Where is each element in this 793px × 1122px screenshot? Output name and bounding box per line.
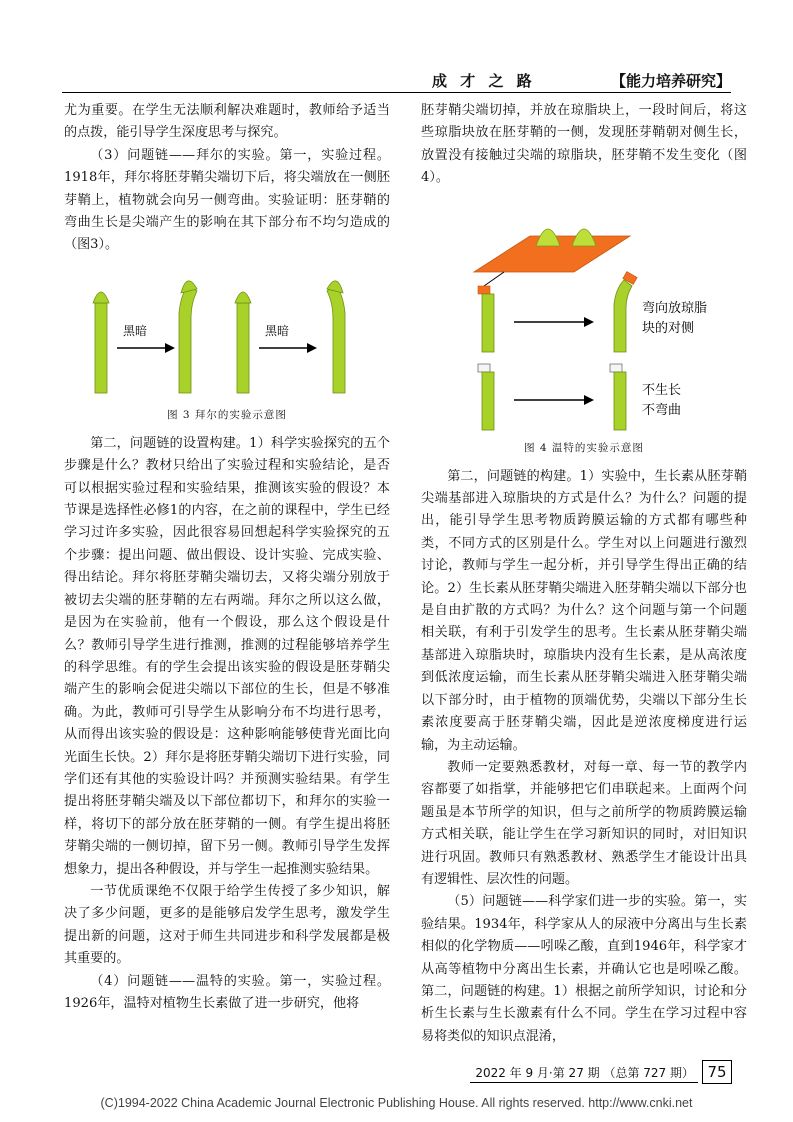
fig4-label-1b: 块的对侧 [642, 320, 695, 336]
tip-on-agar-2 [572, 229, 596, 246]
footer-rule [470, 1082, 698, 1083]
figure-4-diagram [444, 196, 724, 436]
page-header [62, 68, 731, 92]
fig4-label-2b: 不弯曲 [642, 402, 682, 418]
blank-agar-1 [478, 364, 490, 372]
fig3-label-1: 黑暗 [123, 323, 148, 338]
figure-3-diagram [77, 263, 377, 403]
paragraph: （3）问题链——拜尔的实验。第一，实验过程。1918年，拜尔将胚芽鞘尖端切下后，将尖端放在一侧胚芽鞘上，植物就会向另一侧弯曲。实验证明：胚芽鞘的弯曲生长是尖端产生的影响在其下部分布不均匀造成的（图3）。 [64, 147, 390, 253]
row2-stem-right [614, 372, 626, 430]
row1-stem-left [482, 294, 494, 352]
paragraph: 尤为重要。在学生无法顺利解决难题时，教师给予适当的点拨，能引导学生深度思考与探究。 [64, 103, 390, 141]
figure-4 [421, 196, 747, 436]
section-title: 【能力培养研究】 [610, 72, 731, 90]
paragraph: 第二，问题链的设置构建。1）科学实验探究的五个步骤是什么？教材只给出了实验过程和实验结论，是否可以根据实验过程和实验结果，推测该实验的假设？本节课是选择性必修1的内容，在之前的课程中，学生已经学习过许多实验，因此很容易回想起科学实验探究的五个步骤：提出问题、做出假设、设计实验、完成实验、得出结论。拜尔将胚芽鞘尖端切去，又将尖端分别放于被切去尖端的胚芽鞘的左右两端。拜尔之所以这么做，是因为在实验前，他有一个假设，那么这个假设是什么？教师引导学生进行推测，推测的过程能够培养学生的科学思维。有的学生会提出该实验的假设是胚芽鞘尖端产生的影响会促进尖端以下部位的生长，但是不够准确。为此，教师可引导学生从影响分布不均进行思考，从而得出该实验的假设是：这种影响能够使背光面比向光面生长快。2）拜尔是将胚芽鞘尖端切下进行实验，同学们还有其他的实验设计吗？并预测实验结果。有学生提出将胚芽鞘尖端及以下部位都切下，和拜尔的实验一样，将切下的部分放在胚芽鞘的一侧。有学生提出将胚芽鞘尖端的一侧切掉，留下另一侧。教师引导学生发挥想象力，提出各种假设，并与学生一起推测实验结果。 [64, 435, 390, 877]
stem-4 [327, 285, 345, 393]
fig4-label-1a: 弯向放琼脂 [642, 300, 708, 316]
fig3-label-2: 黑暗 [265, 323, 290, 338]
paragraph: 第二，问题链的构建。1）实验中，生长素从胚芽鞘尖端基部进入琼脂块的方式是什么？为什么？问题的提出，能引导学生思考物质跨膜运输的方式都有哪些种类，不同方式的区别是什么。学生对以上问题进行激烈讨论，教师与学生一起分析，并引导学生得出正确的结论。2）生长素从胚芽鞘尖端进入胚芽鞘尖端以下部分也是自由扩散的方式吗？为什么？这个问题与第一个问题相关联，有利于引发学生的思考。生长素从胚芽鞘尖端基部进入琼脂块时，琼脂块内没有生长素，是从高浓度到低浓度运输，而生长素从胚芽鞘尖端进入胚芽鞘尖端以下部分时，由于植物的顶端优势，尖端以下部分生长素浓度要高于胚芽鞘尖端，因此是逆浓度梯度进行运输，为主动运输。 [421, 468, 747, 753]
paragraph: 胚芽鞘尖端切掉，并放在琼脂块上，一段时间后，将这些琼脂块放在胚芽鞘的一侧，发现胚芽鞘朝对侧生长，放置没有接触过尖端的琼脂块，胚芽鞘不发生变化（图4）。 [421, 103, 747, 186]
pointer-line [484, 272, 504, 286]
header-rule [62, 92, 731, 93]
right-column [421, 100, 747, 1048]
paragraph: （5）问题链——科学家们进一步的实验。第一，实验结果。1934年，科学家从人的尿液中分离出与生长素相似的化学物质——吲哚乙酸，直到1946年，科学家才从高等植物中分离出生长素，并确认它也是吲哚乙酸。第二，问题链的构建。1）根据之前所学知识，讨论和分析生长素与生长激素有什么不同。学生在学习过程中容易将类似的知识点混淆， [421, 894, 747, 1044]
stem-1 [95, 303, 107, 393]
copyright-notice: (C)1994-2022 China Academic Journal Electronic Publishing House. All rights reserved. http://www.cnki.net [100, 1096, 693, 1110]
issue-info: 2022 年 9 月·第 27 期 （总第 727 期） [475, 1066, 694, 1080]
figure-3-caption: 图 3 拜尔的实验示意图 [167, 408, 287, 421]
arrow-2-head [307, 343, 317, 353]
tip-1 [93, 292, 109, 303]
paragraph: 教师一定要熟悉教材，对每一章、每一节的教学内容都要了如指掌，并能够把它们串联起来。上面两个问题虽是本节所学的知识，但与之前所学的物质跨膜运输方式相关联，能让学生在学习新知识的同时，对旧知识进行巩固。教师只有熟悉教材、熟悉学生才能设计出具有逻辑性、层次性的问题。 [421, 759, 747, 887]
paragraph: 一节优质课绝不仅限于给学生传授了多少知识，解决了多少问题，更多的是能够启发学生思考，激发学生提出新的问题，这对于师生共同进步和科学发展都是极其重要的。 [64, 883, 390, 967]
figure-4-caption: 图 4 温特的实验示意图 [524, 441, 644, 454]
tip-on-agar-1 [536, 229, 560, 246]
figure-3 [64, 263, 390, 403]
left-column [64, 100, 390, 1015]
paragraph: （4）问题链——温特的实验。第一，实验过程。1926年，温特对植物生长素做了进一步研究，他将 [64, 973, 390, 1011]
tip-3 [235, 292, 251, 303]
fig4-label-2a: 不生长 [642, 382, 682, 398]
arrow-1-head [165, 343, 175, 353]
row2-stem-left [482, 372, 494, 430]
page-number: 75 [702, 1060, 732, 1084]
small-agar-1 [478, 286, 490, 294]
stem-3 [237, 303, 249, 393]
row1-arrow-head [584, 317, 594, 327]
row1-stem-right [614, 280, 632, 352]
page-footer [470, 1060, 732, 1086]
journal-title: 成 才 之 路 [432, 72, 536, 90]
row2-arrow-head [584, 395, 594, 405]
stem-2 [179, 285, 197, 393]
blank-agar-2 [610, 364, 622, 372]
